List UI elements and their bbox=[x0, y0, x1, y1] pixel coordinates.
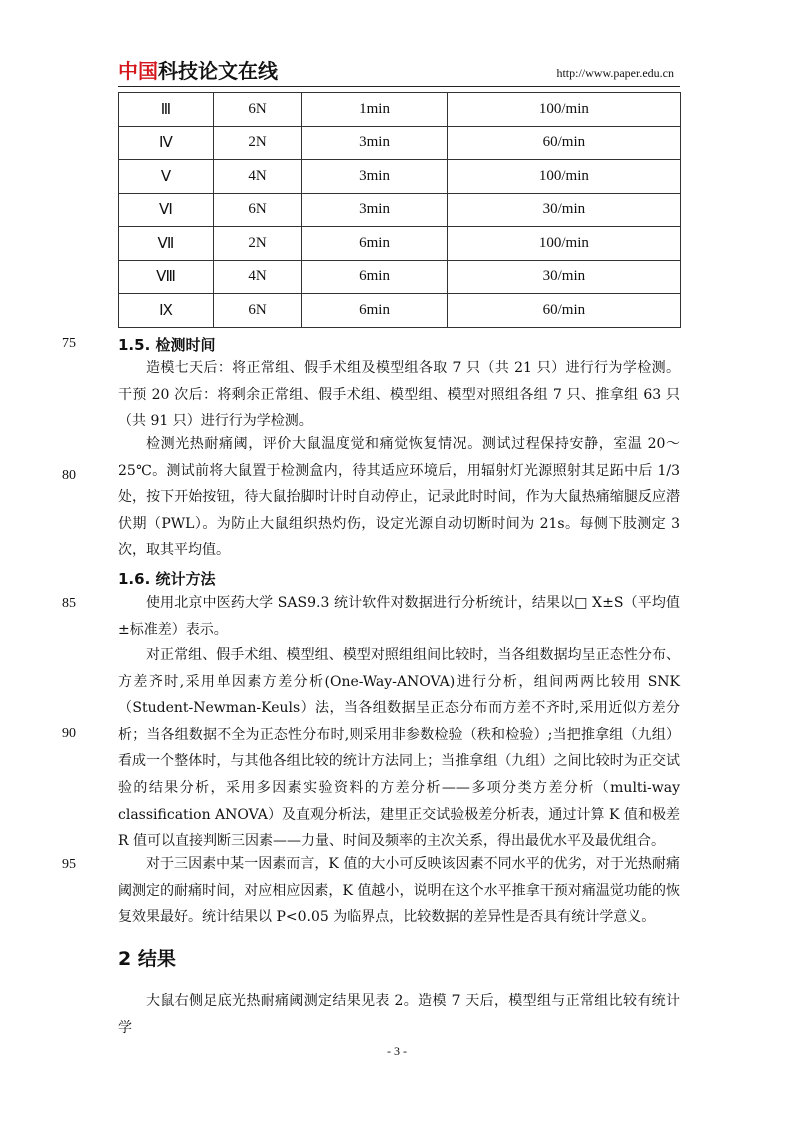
table-row bbox=[119, 160, 681, 194]
table-cell: Ⅴ bbox=[119, 160, 214, 194]
table-cell: 3min bbox=[302, 126, 448, 160]
table-cell: 6min bbox=[302, 260, 448, 294]
table-cell: 4N bbox=[213, 260, 301, 294]
section-heading-1-6: 1.6. 统计方法 bbox=[118, 570, 216, 588]
table-cell: Ⅲ bbox=[119, 93, 214, 127]
paragraph: 大鼠右侧足底光热耐痛阈测定结果见表 2。造模 7 天后，模型组与正常组比较有统计学 bbox=[118, 993, 680, 1036]
table-cell: Ⅶ bbox=[119, 227, 214, 261]
table-cell: 6min bbox=[302, 227, 448, 261]
table-cell: 6min bbox=[302, 294, 448, 328]
line-number: 95 bbox=[62, 857, 76, 872]
table-cell: 100/min bbox=[447, 227, 680, 261]
table-cell: 100/min bbox=[447, 93, 680, 127]
header-url[interactable]: http://www.paper.edu.cn bbox=[556, 66, 674, 80]
table-cell: 6N bbox=[213, 294, 301, 328]
section-heading-1-5: 1.5. 检测时间 bbox=[118, 336, 216, 354]
table-row bbox=[119, 126, 681, 160]
table-cell: 6N bbox=[213, 193, 301, 227]
line-number: 90 bbox=[62, 726, 76, 741]
table-cell: 3min bbox=[302, 193, 448, 227]
section-heading-2: 2 结果 bbox=[118, 948, 176, 970]
table-cell: 6N bbox=[213, 93, 301, 127]
table-row bbox=[119, 93, 681, 127]
header-divider bbox=[118, 86, 680, 87]
table-row bbox=[119, 193, 681, 227]
table-cell: 4N bbox=[213, 160, 301, 194]
table-cell: 3min bbox=[302, 160, 448, 194]
paragraph: 对正常组、假手术组、模型组、模型对照组组间比较时，当各组数据均呈正态性分布、方差齐时,采用单因素方差分析(One-Way-ANOVA)进行分析，组间两两比较用 SNK（Student-Newman-Keuls）法，当各组数据呈正态分布而方差不齐时,采用近似方差分析；当各组数据不全为正态性分布时,则采用非参数检验（秩和检验）;当把推拿组（九组）看成一个整体时，与其他各组比较的统计方法同上；当推拿组（九组）之间比较时为正交试验的结果分析，采用多因素实验资料的方差分析——多项分类方差分析（multi-way classification ANOVA）及直观分析法，建里正交试验极差分析表，通过计算 K 值和极差 R 值可以直接判断三因素——力量、时间及频率的主次关系，得出最优水平及最优组合。 bbox=[118, 647, 680, 850]
paragraph: 检测光热耐痛阈，评价大鼠温度觉和痛觉恢复情况。测试过程保持安静，室温 20～25℃。测试前将大鼠置于检测盒内，待其适应环境后，用辐射灯光源照射其足跖中后 1/3 处，按下开始按钮，待大鼠抬脚时计时自动停止，记录此时时间，作为大鼠热痛缩腿反应潜伏期（PWL）。为防止大鼠组织热灼伤，设定光源自动切断时间为 21s。每侧下肢测定 3 次，取其平均值。 bbox=[118, 436, 680, 559]
line-number: 85 bbox=[62, 596, 76, 611]
parameter-table bbox=[118, 92, 681, 328]
table-row bbox=[119, 294, 681, 328]
table-cell: 60/min bbox=[447, 294, 680, 328]
table-cell: Ⅷ bbox=[119, 260, 214, 294]
journal-logo: 中国科技论文在线 bbox=[118, 59, 278, 83]
page-number: - 3 - bbox=[387, 1044, 407, 1058]
table-cell: 30/min bbox=[447, 260, 680, 294]
table-row bbox=[119, 227, 681, 261]
table-cell: Ⅸ bbox=[119, 294, 214, 328]
table-cell: 2N bbox=[213, 227, 301, 261]
table-cell: 1min bbox=[302, 93, 448, 127]
page-header bbox=[118, 58, 678, 84]
line-number: 75 bbox=[62, 336, 76, 351]
table-cell: Ⅵ bbox=[119, 193, 214, 227]
table-row bbox=[119, 260, 681, 294]
table-cell: 2N bbox=[213, 126, 301, 160]
paragraph: 造模七天后：将正常组、假手术组及模型组各取 7 只（共 21 只）进行行为学检测。干预 20 次后：将剩余正常组、假手术组、模型组、模型对照组各组 7 只、推拿组 63 只（共 91 只）进行行为学检测。 bbox=[118, 360, 680, 430]
paragraph: 对于三因素中某一因素而言，K 值的大小可反映该因素不同水平的优劣，对于光热耐痛阈测定的耐痛时间，对应相应因素，K 值越小，说明在这个水平推拿干预对痛温觉功能的恢复效果最好。统计结果以 P<0.05 为临界点，比较数据的差异性是否具有统计学意义。 bbox=[118, 856, 680, 926]
table-cell: 100/min bbox=[447, 160, 680, 194]
paragraph: 使用北京中医药大学 SAS9.3 统计软件对数据进行分析统计，结果以□ X±S（平均值±标准差）表示。 bbox=[118, 595, 680, 638]
table-cell: 30/min bbox=[447, 193, 680, 227]
line-number: 80 bbox=[62, 468, 76, 483]
table-cell: Ⅳ bbox=[119, 126, 214, 160]
table-cell: 60/min bbox=[447, 126, 680, 160]
